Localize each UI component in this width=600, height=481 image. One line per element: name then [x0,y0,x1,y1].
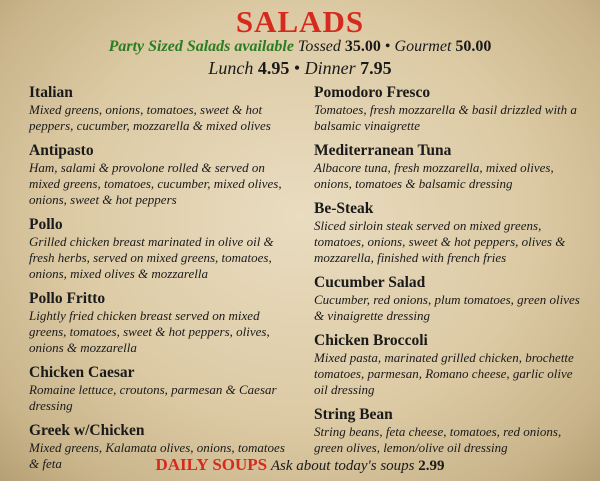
menu-item [29,289,294,356]
item-name: Pollo [29,216,63,233]
daily-soups-line [0,455,600,475]
bullet-separator: • [384,38,391,55]
item-description: Romaine lettuce, croutons, parmesan & Caesar dressing [29,382,277,413]
party-label: Party Sized Salads available [108,38,294,55]
item-description: Lightly fried chicken breast served on mixed greens, tomatoes, sweet & hot peppers, olives, onions & mozzarella [29,308,270,355]
item-description: Ham, salami & provolone rolled & served on mixed greens, tomatoes, cucumber, mixed olives, onions, sweet & hot peppers [29,160,282,207]
item-name: Chicken Broccoli [314,332,428,349]
item-description: Albacore tuna, fresh mozzarella, mixed olives, onions, tomatoes & balsamic dressing [314,160,554,191]
soups-label: DAILY SOUPS [155,455,268,474]
item-description: Mixed greens, onions, tomatoes, sweet & hot peppers, cucumber, mozzarella & mixed olives [29,102,271,133]
soups-note: Ask about today's soups [270,458,415,474]
party-salads-line [0,38,600,56]
meal-prices-line [0,58,600,79]
dinner-price: 7.95 [360,58,392,78]
left-column [29,83,294,479]
page-title: SALADS [235,4,365,39]
item-name: String Bean [314,406,393,423]
lunch-price: 4.95 [257,58,290,78]
item-description: Mixed pasta, marinated grilled chicken, brochette tomatoes, parmesan, Romano cheese, garlic olive oil dressing [314,350,574,397]
gourmet-label: Gourmet [394,38,452,55]
item-description: Tomatoes, fresh mozzarella & basil drizzled with a balsamic vinaigrette [314,102,577,133]
tossed-label: Tossed [297,38,341,55]
item-description: Cucumber, red onions, plum tomatoes, green olives & vinaigrette dressing [314,292,580,323]
menu-item [314,199,584,266]
dinner-label: Dinner [304,58,356,78]
menu-item [314,405,584,456]
menu-item [29,141,294,208]
item-name: Greek w/Chicken [29,422,145,439]
item-description: Mixed greens, Kalamata olives, onions, tomatoes & feta [29,440,285,471]
menu-item [29,83,294,134]
item-description: Grilled chicken breast marinated in olive oil & fresh herbs, served on mixed greens, tomatoes, onions, mixed olives & mozzarella [29,234,274,281]
menu-item [29,215,294,282]
item-description: Sliced sirloin steak served on mixed greens, tomatoes, onions, sweet & hot peppers, olives & mozzarella, finished with french fries [314,218,566,265]
menu-item [314,141,584,192]
item-name: Italian [29,84,73,101]
gourmet-price: 50.00 [455,38,492,55]
right-column [314,83,584,463]
menu-item [314,273,584,324]
item-name: Antipasto [29,142,94,159]
menu-item [314,83,584,134]
item-name: Mediterranean Tuna [314,142,452,159]
item-name: Pollo Fritto [29,290,106,307]
item-name: Be-Steak [314,200,374,217]
soups-price: 2.99 [418,458,445,474]
item-name: Cucumber Salad [314,274,426,291]
item-name: Pomodoro Fresco [314,84,431,101]
bullet-separator: • [293,58,301,78]
item-description: String beans, feta cheese, tomatoes, red onions, green olives, lemon/olive oil dressing [314,424,562,455]
tossed-price: 35.00 [344,38,381,55]
lunch-label: Lunch [208,58,254,78]
item-name: Chicken Caesar [29,364,135,381]
menu-item [29,363,294,414]
menu-item [314,331,584,398]
